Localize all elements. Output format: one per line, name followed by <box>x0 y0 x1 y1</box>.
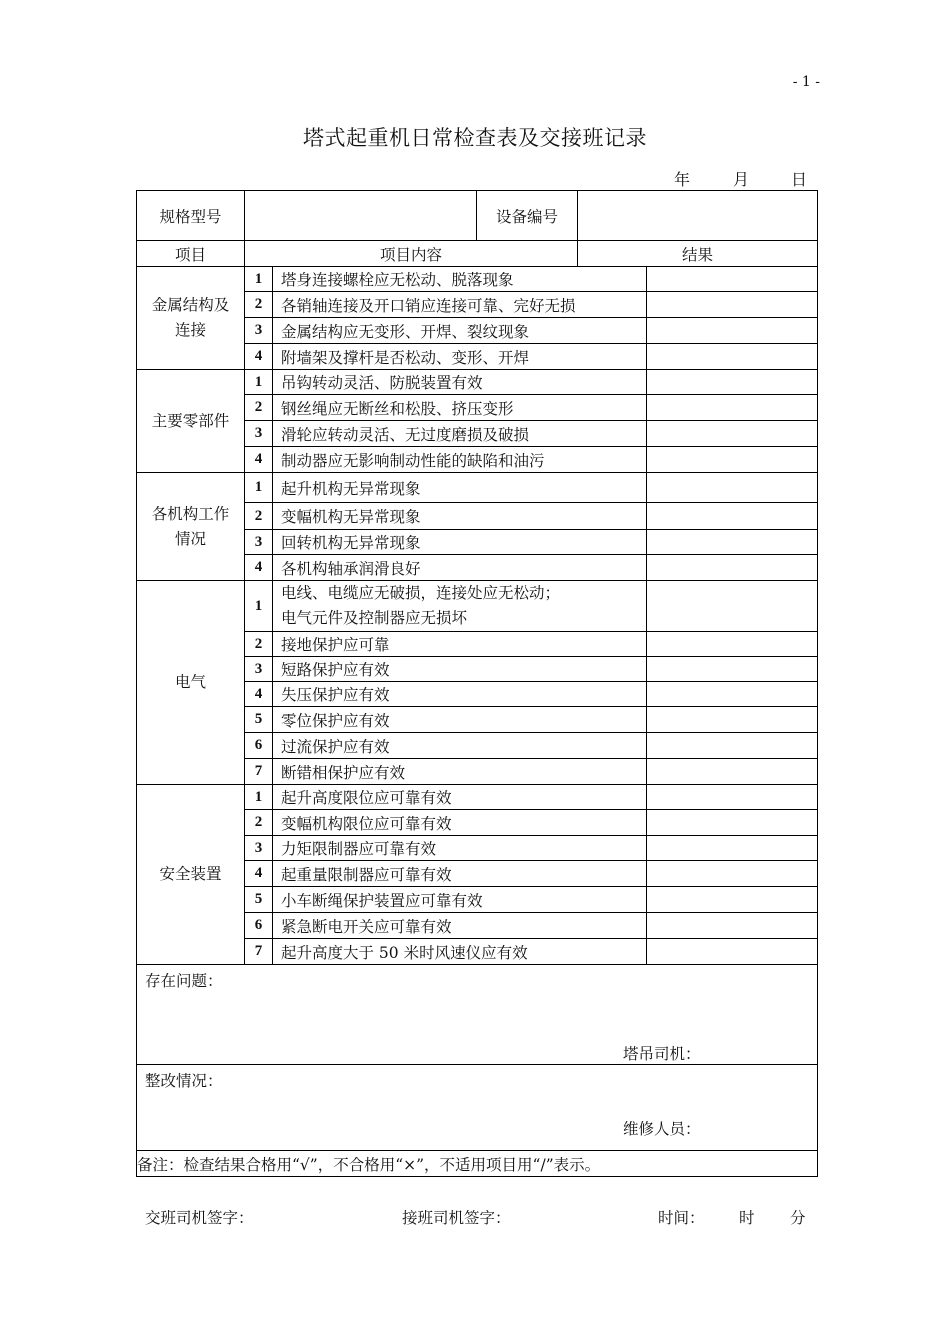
device-label: 设备编号 <box>477 191 578 241</box>
date-day: 日 <box>791 170 808 189</box>
group-name: 金属结构及 连接 <box>137 267 245 370</box>
item-content: 短路保护应有效 <box>273 657 647 682</box>
rectification-block[interactable] <box>137 1065 818 1151</box>
item-content: 起升机构无异常现象 <box>273 473 647 503</box>
item-content: 失压保护应有效 <box>273 682 647 707</box>
item-number: 3 <box>245 318 273 344</box>
result-cell[interactable] <box>647 810 818 836</box>
item-number: 1 <box>245 370 273 395</box>
table-row <box>137 370 818 395</box>
item-number: 2 <box>245 810 273 836</box>
result-cell[interactable] <box>647 267 818 292</box>
item-number: 3 <box>245 657 273 682</box>
result-cell[interactable] <box>647 682 818 707</box>
column-result: 结果 <box>578 241 818 267</box>
item-number: 4 <box>245 861 273 887</box>
result-cell[interactable] <box>647 887 818 913</box>
takeover-signature-label: 接班司机签字： <box>402 1209 511 1227</box>
device-value-cell[interactable] <box>578 191 818 241</box>
item-content: 过流保护应有效 <box>273 733 647 759</box>
item-content-line: 电线、电缆应无破损，连接处应无松动； <box>281 584 561 602</box>
item-number: 1 <box>245 267 273 292</box>
result-cell[interactable] <box>647 370 818 395</box>
result-cell[interactable] <box>647 395 818 421</box>
item-number: 1 <box>245 473 273 503</box>
item-content: 变幅机构无异常现象 <box>273 503 647 530</box>
item-content: 塔身连接螺栓应无松动、脱落现象 <box>273 267 647 292</box>
result-cell[interactable] <box>647 861 818 887</box>
result-cell[interactable] <box>647 581 818 632</box>
item-content: 回转机构无异常现象 <box>273 530 647 555</box>
item-content: 吊钩转动灵活、防脱装置有效 <box>273 370 647 395</box>
result-cell[interactable] <box>647 447 818 473</box>
item-number: 2 <box>245 632 273 657</box>
group-name: 各机构工作 情况 <box>137 473 245 581</box>
item-content: 钢丝绳应无断丝和松股、挤压变形 <box>273 395 647 421</box>
item-number: 4 <box>245 555 273 581</box>
item-number: 2 <box>245 292 273 318</box>
column-item: 项目 <box>137 241 245 267</box>
result-cell[interactable] <box>647 555 818 581</box>
result-cell[interactable] <box>647 344 818 370</box>
group-name: 主要零部件 <box>137 370 245 473</box>
column-content: 项目内容 <box>245 241 578 267</box>
result-cell[interactable] <box>647 733 818 759</box>
page-number: - 1 - <box>792 74 820 90</box>
result-cell[interactable] <box>647 503 818 530</box>
column-header-row <box>137 241 818 267</box>
item-content: 制动器应无影响制动性能的缺陷和油污 <box>273 447 647 473</box>
result-cell[interactable] <box>647 632 818 657</box>
time-minute: 分 <box>790 1209 806 1227</box>
repair-signature-label: 维修人员： <box>623 1120 701 1138</box>
result-cell[interactable] <box>647 530 818 555</box>
item-content <box>273 581 647 632</box>
result-cell[interactable] <box>647 759 818 785</box>
result-cell[interactable] <box>647 292 818 318</box>
result-cell[interactable] <box>647 836 818 861</box>
result-cell[interactable] <box>647 939 818 965</box>
item-number: 1 <box>245 581 273 632</box>
table-row <box>137 267 818 292</box>
note-text: 备注：检查结果合格用“√”，不合格用“×”，不适用项目用“/”表示。 <box>137 1151 818 1177</box>
item-number: 4 <box>245 344 273 370</box>
item-content: 滑轮应转动灵活、无过度磨损及破损 <box>273 421 647 447</box>
item-content: 接地保护应可靠 <box>273 632 647 657</box>
item-number: 6 <box>245 733 273 759</box>
rectification-row <box>137 1065 818 1151</box>
item-content: 断错相保护应有效 <box>273 759 647 785</box>
rectification-label: 整改情况： <box>145 1072 223 1090</box>
item-number: 2 <box>245 395 273 421</box>
item-number: 7 <box>245 759 273 785</box>
item-number: 4 <box>245 682 273 707</box>
header-row <box>137 191 818 241</box>
item-content: 变幅机构限位应可靠有效 <box>273 810 647 836</box>
item-content: 紧急断电开关应可靠有效 <box>273 913 647 939</box>
table-row <box>137 785 818 810</box>
item-number: 5 <box>245 707 273 733</box>
result-cell[interactable] <box>647 785 818 810</box>
result-cell[interactable] <box>647 913 818 939</box>
result-cell[interactable] <box>647 318 818 344</box>
item-number: 3 <box>245 421 273 447</box>
table-row <box>137 473 818 503</box>
inspection-table <box>136 190 818 1177</box>
item-content: 起重量限制器应可靠有效 <box>273 861 647 887</box>
result-cell[interactable] <box>647 707 818 733</box>
spec-label: 规格型号 <box>137 191 245 241</box>
time-hour: 时 <box>739 1209 755 1227</box>
item-content: 力矩限制器应可靠有效 <box>273 836 647 861</box>
item-content: 小车断绳保护装置应可靠有效 <box>273 887 647 913</box>
item-content: 金属结构应无变形、开焊、裂纹现象 <box>273 318 647 344</box>
item-content: 附墙架及撑杆是否松动、变形、开焊 <box>273 344 647 370</box>
note-row <box>137 1151 818 1177</box>
item-content: 起升高度大于 50 米时风速仪应有效 <box>273 939 647 965</box>
item-number: 7 <box>245 939 273 965</box>
item-content: 各机构轴承润滑良好 <box>273 555 647 581</box>
spec-value-cell[interactable] <box>245 191 477 241</box>
item-number: 2 <box>245 503 273 530</box>
handover-signature-label: 交班司机签字： <box>145 1209 254 1227</box>
problems-block[interactable] <box>137 965 818 1065</box>
item-number: 5 <box>245 887 273 913</box>
time-label: 时间： <box>658 1209 705 1227</box>
driver-signature-label: 塔吊司机： <box>623 1045 701 1063</box>
item-number: 6 <box>245 913 273 939</box>
item-content: 起升高度限位应可靠有效 <box>273 785 647 810</box>
item-number: 4 <box>245 447 273 473</box>
group-name: 安全装置 <box>137 785 245 965</box>
result-cell[interactable] <box>647 473 818 503</box>
date-year: 年 <box>674 170 691 189</box>
item-content: 各销轴连接及开口销应连接可靠、完好无损 <box>273 292 647 318</box>
page-title: 塔式起重机日常检查表及交接班记录 <box>303 126 647 150</box>
item-number: 3 <box>245 836 273 861</box>
result-cell[interactable] <box>647 421 818 447</box>
problems-row <box>137 965 818 1065</box>
item-number: 1 <box>245 785 273 810</box>
item-content-line: 电气元件及控制器应无损坏 <box>281 609 468 627</box>
problems-label: 存在问题： <box>145 972 223 990</box>
date-month: 月 <box>733 170 750 189</box>
item-content: 零位保护应有效 <box>273 707 647 733</box>
item-number: 3 <box>245 530 273 555</box>
result-cell[interactable] <box>647 657 818 682</box>
group-name: 电气 <box>137 581 245 785</box>
table-row <box>137 581 818 632</box>
